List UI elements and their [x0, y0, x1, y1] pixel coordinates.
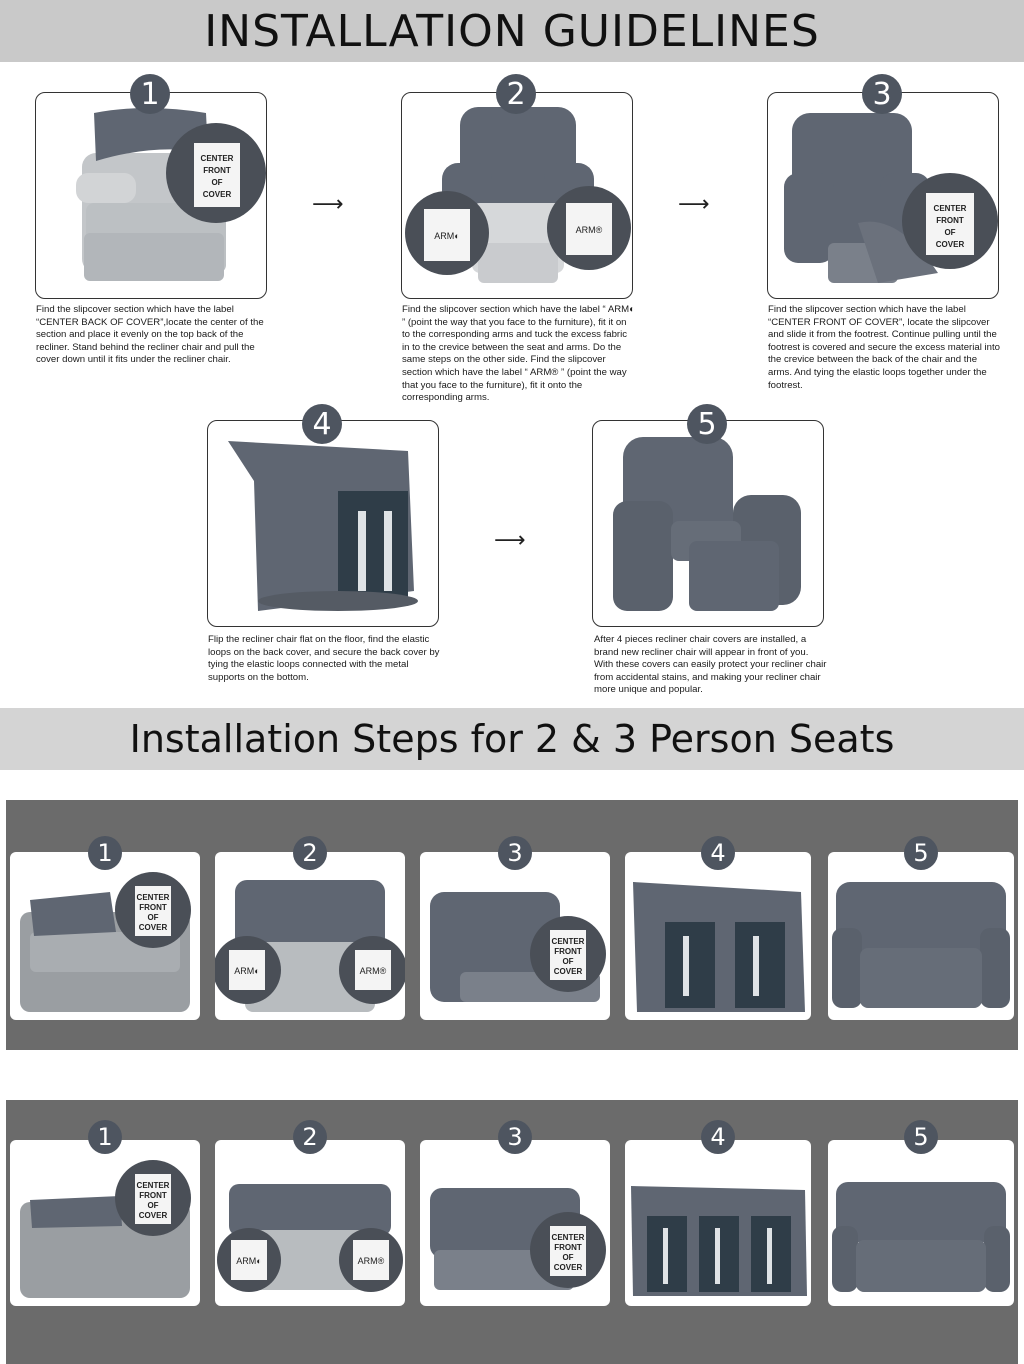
svg-text:CENTER: CENTER: [200, 154, 234, 163]
svg-text:CENTER: CENTER: [136, 893, 170, 902]
tag-line-1: CENTER: [933, 204, 967, 213]
three-seat-card-2: [215, 1140, 405, 1306]
two-seat-panel: [6, 800, 1018, 1050]
svg-text:OF: OF: [562, 1253, 574, 1262]
step-1-image: [35, 92, 267, 299]
svg-text:OF: OF: [211, 178, 223, 187]
svg-text:COVER: COVER: [202, 190, 232, 199]
three-seat-card-3: [420, 1140, 610, 1306]
svg-text:OF: OF: [147, 1201, 159, 1210]
three-seat-step-3-number: 3: [498, 1120, 532, 1154]
three-seat-card-5: [828, 1140, 1014, 1306]
three-seat-card-1: [10, 1140, 200, 1306]
svg-text:COVER: COVER: [138, 1211, 168, 1220]
svg-text:CENTER: CENTER: [551, 1233, 585, 1242]
svg-text:FRONT: FRONT: [203, 166, 231, 175]
step-2-number: 2: [496, 74, 536, 114]
svg-text:CENTER: CENTER: [136, 1181, 170, 1190]
three-seat-step-2-number: 2: [293, 1120, 327, 1154]
step-4-number: 4: [302, 404, 342, 444]
svg-text:ARM®: ARM®: [359, 966, 387, 976]
step-5-image: [592, 420, 824, 627]
two-seat-step-2-number: 2: [293, 836, 327, 870]
svg-text:COVER: COVER: [553, 967, 583, 976]
arm-right-tag: ARM®: [575, 225, 603, 235]
svg-text:ARM◐: ARM◐: [236, 1256, 262, 1266]
three-seat-step-4-number: 4: [701, 1120, 735, 1154]
step-4-image: [207, 420, 439, 627]
three-seat-card-4: [625, 1140, 811, 1306]
step-5-number: 5: [687, 404, 727, 444]
svg-text:FRONT: FRONT: [554, 947, 582, 956]
svg-text:CENTER: CENTER: [551, 937, 585, 946]
two-seat-card-5: [828, 852, 1014, 1020]
two-seat-step-4-number: 4: [701, 836, 735, 870]
two-seat-card-3: [420, 852, 610, 1020]
three-seat-panel: [6, 1100, 1018, 1364]
section-title: Installation Steps for 2 & 3 Person Seats: [129, 717, 895, 761]
svg-text:ARM®: ARM®: [357, 1256, 385, 1266]
step-1-description: Find the slipcover section which have the label “CENTER BACK OF COVER”,locate the center of the section and place it evenly on the top back of the recliner. Stand behind the recliner chair and pull the cover down until it fits under the recliner chair.: [36, 304, 264, 366]
two-seat-step-3-number: 3: [498, 836, 532, 870]
step-3-number: 3: [862, 74, 902, 114]
three-seat-step-1-number: 1: [88, 1120, 122, 1154]
tag-line-4: COVER: [935, 240, 965, 249]
svg-text:COVER: COVER: [553, 1263, 583, 1272]
svg-text:COVER: COVER: [138, 923, 168, 932]
two-seat-step-1-number: 1: [88, 836, 122, 870]
step-3-image: [767, 92, 999, 299]
svg-text:ARM◐: ARM◐: [234, 966, 260, 976]
step-5-description: After 4 pieces recliner chair covers are installed, a brand new recliner chair will appear in front of you. With these covers can easily protect your recliner chair from accidental stains, and making your recliner chair more unique and popular.: [594, 634, 827, 696]
two-seat-step-5-number: 5: [904, 836, 938, 870]
page-title: INSTALLATION GUIDELINES: [204, 5, 820, 57]
arrow-3: ⟶: [494, 528, 526, 553]
step-3-description: Find the slipcover section which have the label “CENTER FRONT OF COVER”, locate the slipcover and slide it from the footrest. Continue pulling until the footrest is covered and secure the excess material into the crevice between the back of the chair and the arms. And tying the elastic loops together under the footrest.: [768, 304, 1000, 391]
step-2-image: [401, 92, 633, 299]
tag-line-2: FRONT: [936, 216, 964, 225]
two-seat-card-2: [215, 852, 405, 1020]
tag-line-3: OF: [944, 228, 956, 237]
svg-text:FRONT: FRONT: [554, 1243, 582, 1252]
svg-text:OF: OF: [147, 913, 159, 922]
svg-text:FRONT: FRONT: [139, 903, 167, 912]
svg-text:FRONT: FRONT: [139, 1191, 167, 1200]
three-seat-step-5-number: 5: [904, 1120, 938, 1154]
step-1-number: 1: [130, 74, 170, 114]
arm-left-tag: ARM◐: [434, 231, 460, 241]
step-4-description: Flip the recliner chair flat on the floor, find the elastic loops on the back cover, and secure the back cover by tying the elastic loops connected with the metal supports on the bottom.: [208, 634, 440, 683]
two-seat-card-4: [625, 852, 811, 1020]
two-seat-card-1: [10, 852, 200, 1020]
header-banner: [0, 0, 1024, 62]
section-banner: [0, 708, 1024, 770]
step-2-description: Find the slipcover section which have the label “ ARM◐ ” (point the way that you face to the furniture), fit it on to the corresponding arms and tuck the excess fabric in to the crevice between the seat and arms. Do the same steps on the other side. Find the slipcover section which have the label “ ARM® ” (point the way that you face to the furniture), fit it onto the corresponding arms.: [402, 304, 635, 404]
arrow-1: ⟶: [312, 192, 344, 217]
arrow-2: ⟶: [678, 192, 710, 217]
svg-text:OF: OF: [562, 957, 574, 966]
